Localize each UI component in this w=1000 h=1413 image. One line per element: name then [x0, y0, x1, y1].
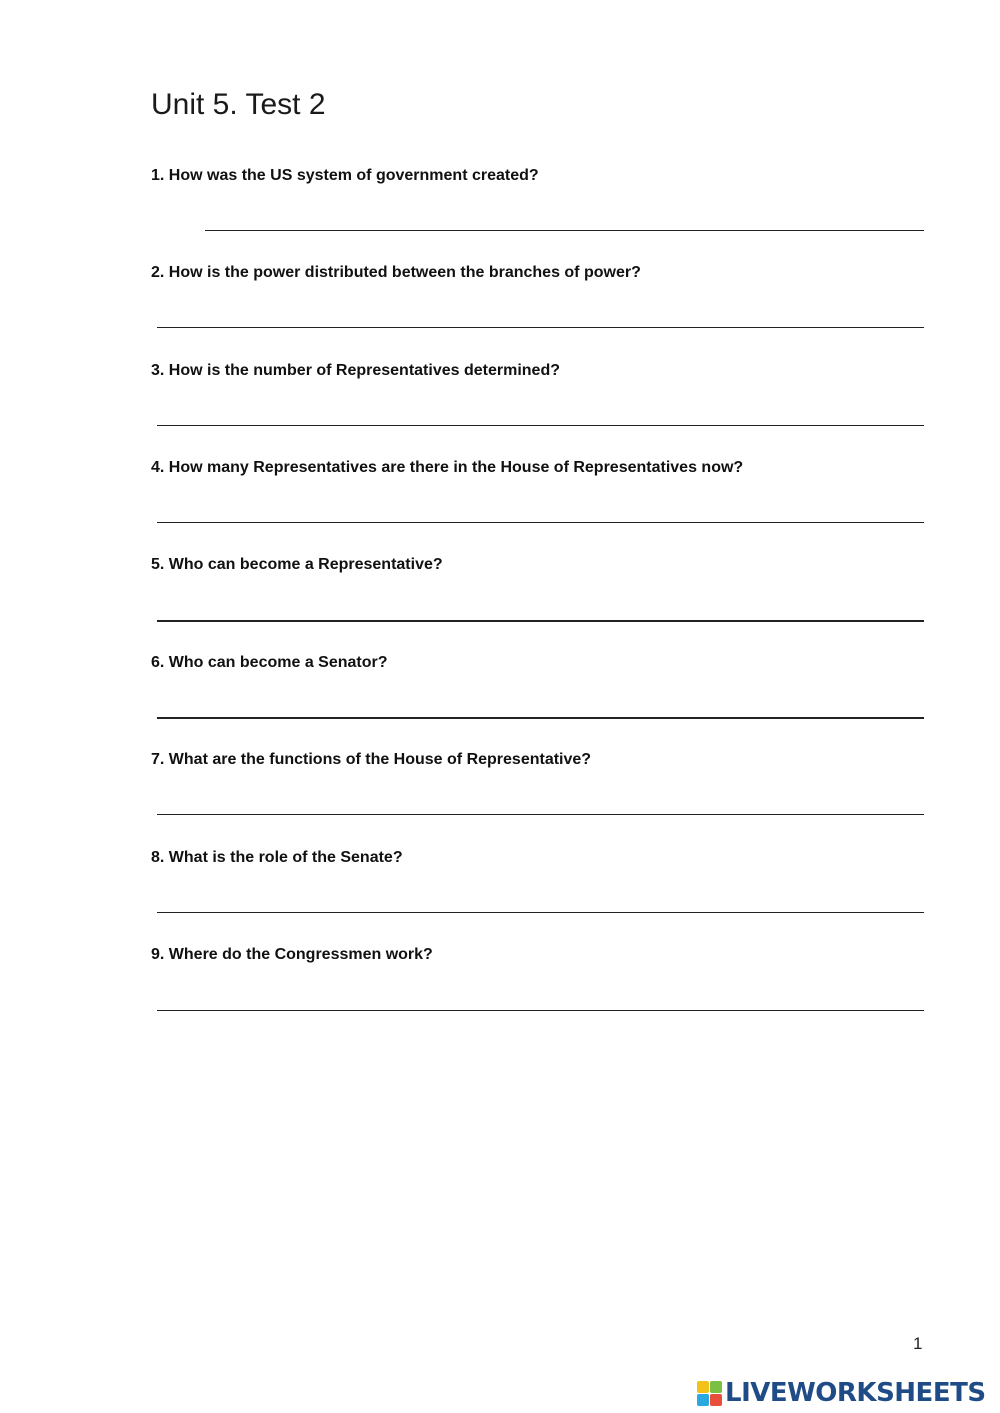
- logo-text: LIVEWORKSHEETS: [725, 1378, 986, 1408]
- answer-line-1[interactable]: [205, 230, 924, 231]
- question-2: 2. How is the power distributed between the branches of power?: [151, 264, 641, 281]
- liveworksheets-logo: [697, 1378, 986, 1408]
- logo-mark-tile-yellow: [697, 1381, 709, 1393]
- page-title: Unit 5. Test 2: [151, 88, 326, 121]
- page-number: 1: [913, 1334, 923, 1353]
- question-9: 9. Where do the Congressmen work?: [151, 946, 433, 963]
- answer-line-6[interactable]: [157, 717, 924, 719]
- logo-mark-tile-green: [710, 1381, 722, 1393]
- answer-line-8[interactable]: [157, 912, 924, 913]
- question-8: 8. What is the role of the Senate?: [151, 849, 403, 866]
- logo-mark-tile-blue: [697, 1394, 709, 1406]
- answer-line-4[interactable]: [157, 522, 924, 523]
- logo-mark-tile-red: [710, 1394, 722, 1406]
- question-3: 3. How is the number of Representatives determined?: [151, 362, 560, 379]
- question-6: 6. Who can become a Senator?: [151, 654, 388, 671]
- answer-line-5[interactable]: [157, 620, 924, 622]
- question-4: 4. How many Representatives are there in the House of Representatives now?: [151, 459, 744, 476]
- answer-line-7[interactable]: [157, 814, 924, 815]
- question-5: 5. Who can become a Representative?: [151, 556, 443, 573]
- answer-line-3[interactable]: [157, 425, 924, 426]
- answer-line-9[interactable]: [157, 1010, 924, 1011]
- question-7: 7. What are the functions of the House of Representative?: [151, 751, 592, 768]
- question-1: 1. How was the US system of government created?: [151, 167, 539, 184]
- liveworksheets-logo-mark-icon: [697, 1381, 722, 1406]
- answer-line-2[interactable]: [157, 327, 924, 328]
